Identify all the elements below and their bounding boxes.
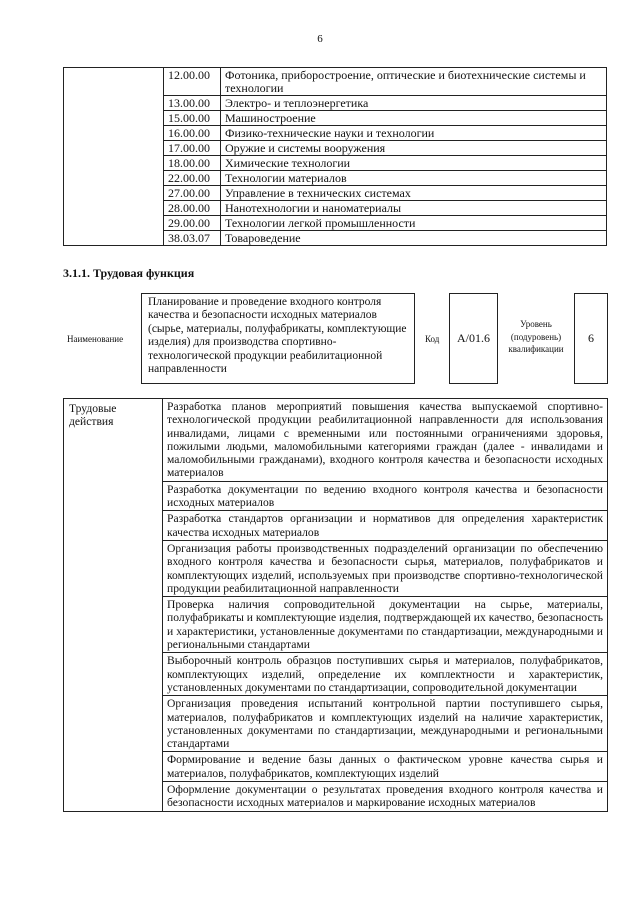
level-label: Уровень (подуровень) квалификации xyxy=(508,319,564,354)
specialty-code: 15.00.00 xyxy=(164,111,221,126)
specialty-name: Товароведение xyxy=(221,231,607,246)
specialty-code: 12.00.00 xyxy=(164,68,221,96)
labor-action: Организация проведения испытаний контрольной партии поступившего сырья, материалов, полуфабрикатов и комплектующих изделий на наличие характеристик, установленных документами по стандартизации, международными и региональными стандартами xyxy=(163,696,608,752)
code-label: Код xyxy=(425,334,440,344)
table-row xyxy=(64,399,608,482)
labor-action: Оформление документации о результатах проведения входного контроля качества и безопасности исходных материалов и маркирование исходных материалов xyxy=(163,782,608,812)
specialty-name: Нанотехнологии и наноматериалы xyxy=(221,201,607,216)
labor-action: Организация работы производственных подразделений организации по обеспечению входного контроля качества и безопасности сырья, материалов, полуфабрикатов и комплектующих изделий, используемых при производстве спортивно-технологической продукции реабилитационной направленности xyxy=(163,540,608,596)
specialty-name: Управление в технических системах xyxy=(221,186,607,201)
specialty-name: Физико-технические науки и технологии xyxy=(221,126,607,141)
specialty-code: 29.00.00 xyxy=(164,216,221,231)
specialty-code: 17.00.00 xyxy=(164,141,221,156)
page-number: 6 xyxy=(317,33,323,45)
function-name-box: Планирование и проведение входного контроля качества и безопасности исходных материалов (сырье, материалы, полуфабрикаты, комплектующие изделия) для производства спортивно-технологической продукции реабилитационной направленности xyxy=(141,293,415,384)
specialty-name: Технологии легкой промышленности xyxy=(221,216,607,231)
name-label: Наименование xyxy=(67,334,124,344)
specialty-code: 18.00.00 xyxy=(164,156,221,171)
blank-cell xyxy=(64,68,164,246)
labor-action: Разработка планов мероприятий повышения качества выпускаемой спортивно-технологической продукции реабилитационной направленности для использования инвалидами, лицами с временными или постоянными ограничениями здоровья, пожилыми людьми, маломобильными категориями граждан (далее - инвалидами и маломобильными гражданами), входного контроля качества и безопасности исходных материалов xyxy=(163,399,608,482)
labor-action: Формирование и ведение базы данных о фактическом уровне качества сырья и материалов, полуфабрикатов, комплектующих изделий xyxy=(163,752,608,782)
specialty-name: Электро- и теплоэнергетика xyxy=(221,96,607,111)
specialty-name: Технологии материалов xyxy=(221,171,607,186)
specialty-code: 16.00.00 xyxy=(164,126,221,141)
section-heading: 3.1.1. Трудовая функция xyxy=(63,266,195,280)
function-level-box: 6 xyxy=(574,293,608,384)
specialty-code: 22.00.00 xyxy=(164,171,221,186)
specialty-name: Оружие и системы вооружения xyxy=(221,141,607,156)
table-row xyxy=(64,68,607,96)
specialty-name: Фотоника, приборостроение, оптические и биотехнические системы и технологии xyxy=(221,68,607,96)
labor-action: Проверка наличия сопроводительной документации на сырье, материалы, полуфабрикаты и комплектующие изделия, подтверждающей их качество, безопасность и характеристики, установленные документами по стандартизации, международными и региональными стандартами xyxy=(163,597,608,653)
specialties-table xyxy=(63,67,607,246)
labor-actions-label: Трудовые действия xyxy=(64,399,163,812)
specialty-code: 13.00.00 xyxy=(164,96,221,111)
specialty-name: Машиностроение xyxy=(221,111,607,126)
specialty-name: Химические технологии xyxy=(221,156,607,171)
specialty-code: 27.00.00 xyxy=(164,186,221,201)
specialty-code: 28.00.00 xyxy=(164,201,221,216)
labor-action: Разработка стандартов организации и нормативов для определения характеристик качества исходных материалов xyxy=(163,511,608,541)
labor-actions-table xyxy=(63,398,608,812)
function-code-box: A/01.6 xyxy=(449,293,498,384)
specialty-code: 38.03.07 xyxy=(164,231,221,246)
labor-action: Разработка документации по ведению входного контроля качества и безопасности исходных материалов xyxy=(163,481,608,511)
labor-action: Выборочный контроль образцов поступивших сырья и материалов, полуфабрикатов, комплектующих изделий, определение их комплектности и характеристик, установленных документами по стандартизации, сопроводительной документации xyxy=(163,653,608,696)
